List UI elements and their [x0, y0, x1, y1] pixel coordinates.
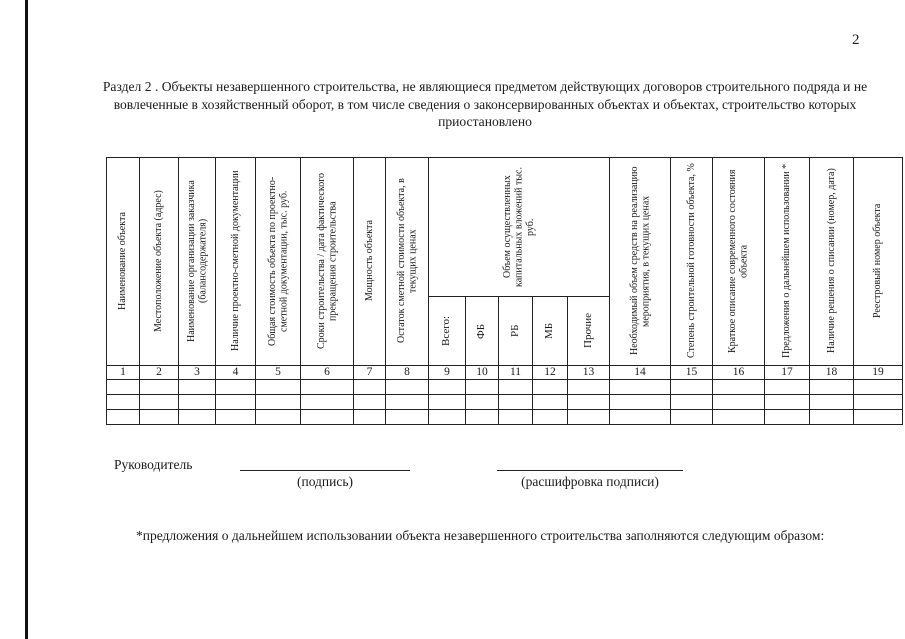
- column-number: 19: [854, 365, 903, 379]
- column-number: 13: [568, 365, 610, 379]
- col-header-9: Всего:: [429, 297, 466, 366]
- col-header-3: Наименование организации заказчика (балансодержателя): [179, 158, 216, 366]
- signature-decode-line: [497, 470, 683, 471]
- column-number: 15: [671, 365, 713, 379]
- column-number: 4: [216, 365, 256, 379]
- column-number: 12: [533, 365, 568, 379]
- column-number: 6: [301, 365, 354, 379]
- col-header-1: Наименование объекта: [107, 158, 140, 366]
- col-header-8: Остаток сметной стоимости объекта, в текущих ценах: [386, 158, 429, 366]
- column-number: 11: [499, 365, 533, 379]
- col-header-4: Наличие проектно-сметной документации: [216, 158, 256, 366]
- signature-label: Руководитель: [114, 457, 193, 472]
- column-number: 17: [765, 365, 810, 379]
- col-header-13: Прочие: [568, 297, 610, 366]
- col-header-2: Местоположение объекта (адрес): [140, 158, 179, 366]
- col-header-6: Сроки строительства / дата фактического прекращения строительства: [301, 158, 354, 366]
- col-header-19: Реестровый номер объекта: [854, 158, 903, 366]
- section-heading: Раздел 2 . Объекты незавершенного строительства, не являющиеся предметом действующих договоров строительного подряда и не вовлеченные в хозяйственный оборот, в том числе сведения о законсервированных объектах и объектах, строительство которых приостановлено: [102, 79, 868, 129]
- column-number: 16: [713, 365, 765, 379]
- footnote: *предложения о дальнейшем использовании объекта незавершенного строительства заполняются следующим образом:: [136, 528, 825, 543]
- col-header-group: Объем осуществленных капитальных вложений тыс. руб.: [429, 158, 610, 297]
- column-number: 10: [466, 365, 499, 379]
- column-number: 14: [610, 365, 671, 379]
- column-number: 1: [107, 365, 140, 379]
- objects-table: [106, 157, 903, 425]
- column-number: 3: [179, 365, 216, 379]
- col-header-5: Общая стоимость объекта по проектно-сметной документации, тыс. руб.: [256, 158, 301, 366]
- table-row: [107, 409, 903, 424]
- column-number: 7: [354, 365, 386, 379]
- signature-caption: (подпись): [296, 474, 354, 489]
- table-row: [107, 394, 903, 409]
- col-header-18: Наличие решения о списании (номер, дата): [810, 158, 854, 366]
- column-number: 8: [386, 365, 429, 379]
- col-header-15: Степень строительной готовности объекта, %: [671, 158, 713, 366]
- col-header-14: Необходимый объем средств на реализацию мероприятия, в текущих ценах: [610, 158, 671, 366]
- column-number: 9: [429, 365, 466, 379]
- column-number: 2: [140, 365, 179, 379]
- col-header-7: Мощность объекта: [354, 158, 386, 366]
- column-number: 18: [810, 365, 854, 379]
- page-number: 2: [852, 32, 860, 48]
- table-row: [107, 379, 903, 394]
- col-header-16: Краткое описание современного состояния объекта: [713, 158, 765, 366]
- page-edge-line: [25, 0, 28, 639]
- col-header-12: МБ: [533, 297, 568, 366]
- col-header-10: ФБ: [466, 297, 499, 366]
- signature-line: [240, 470, 410, 471]
- column-number: 5: [256, 365, 301, 379]
- signature-decode-caption: (расшифровка подписи): [521, 474, 659, 489]
- column-numbers-row: [107, 365, 903, 379]
- col-header-11: РБ: [499, 297, 533, 366]
- col-header-17: Предложения о дальнейшем использовании *: [765, 158, 810, 366]
